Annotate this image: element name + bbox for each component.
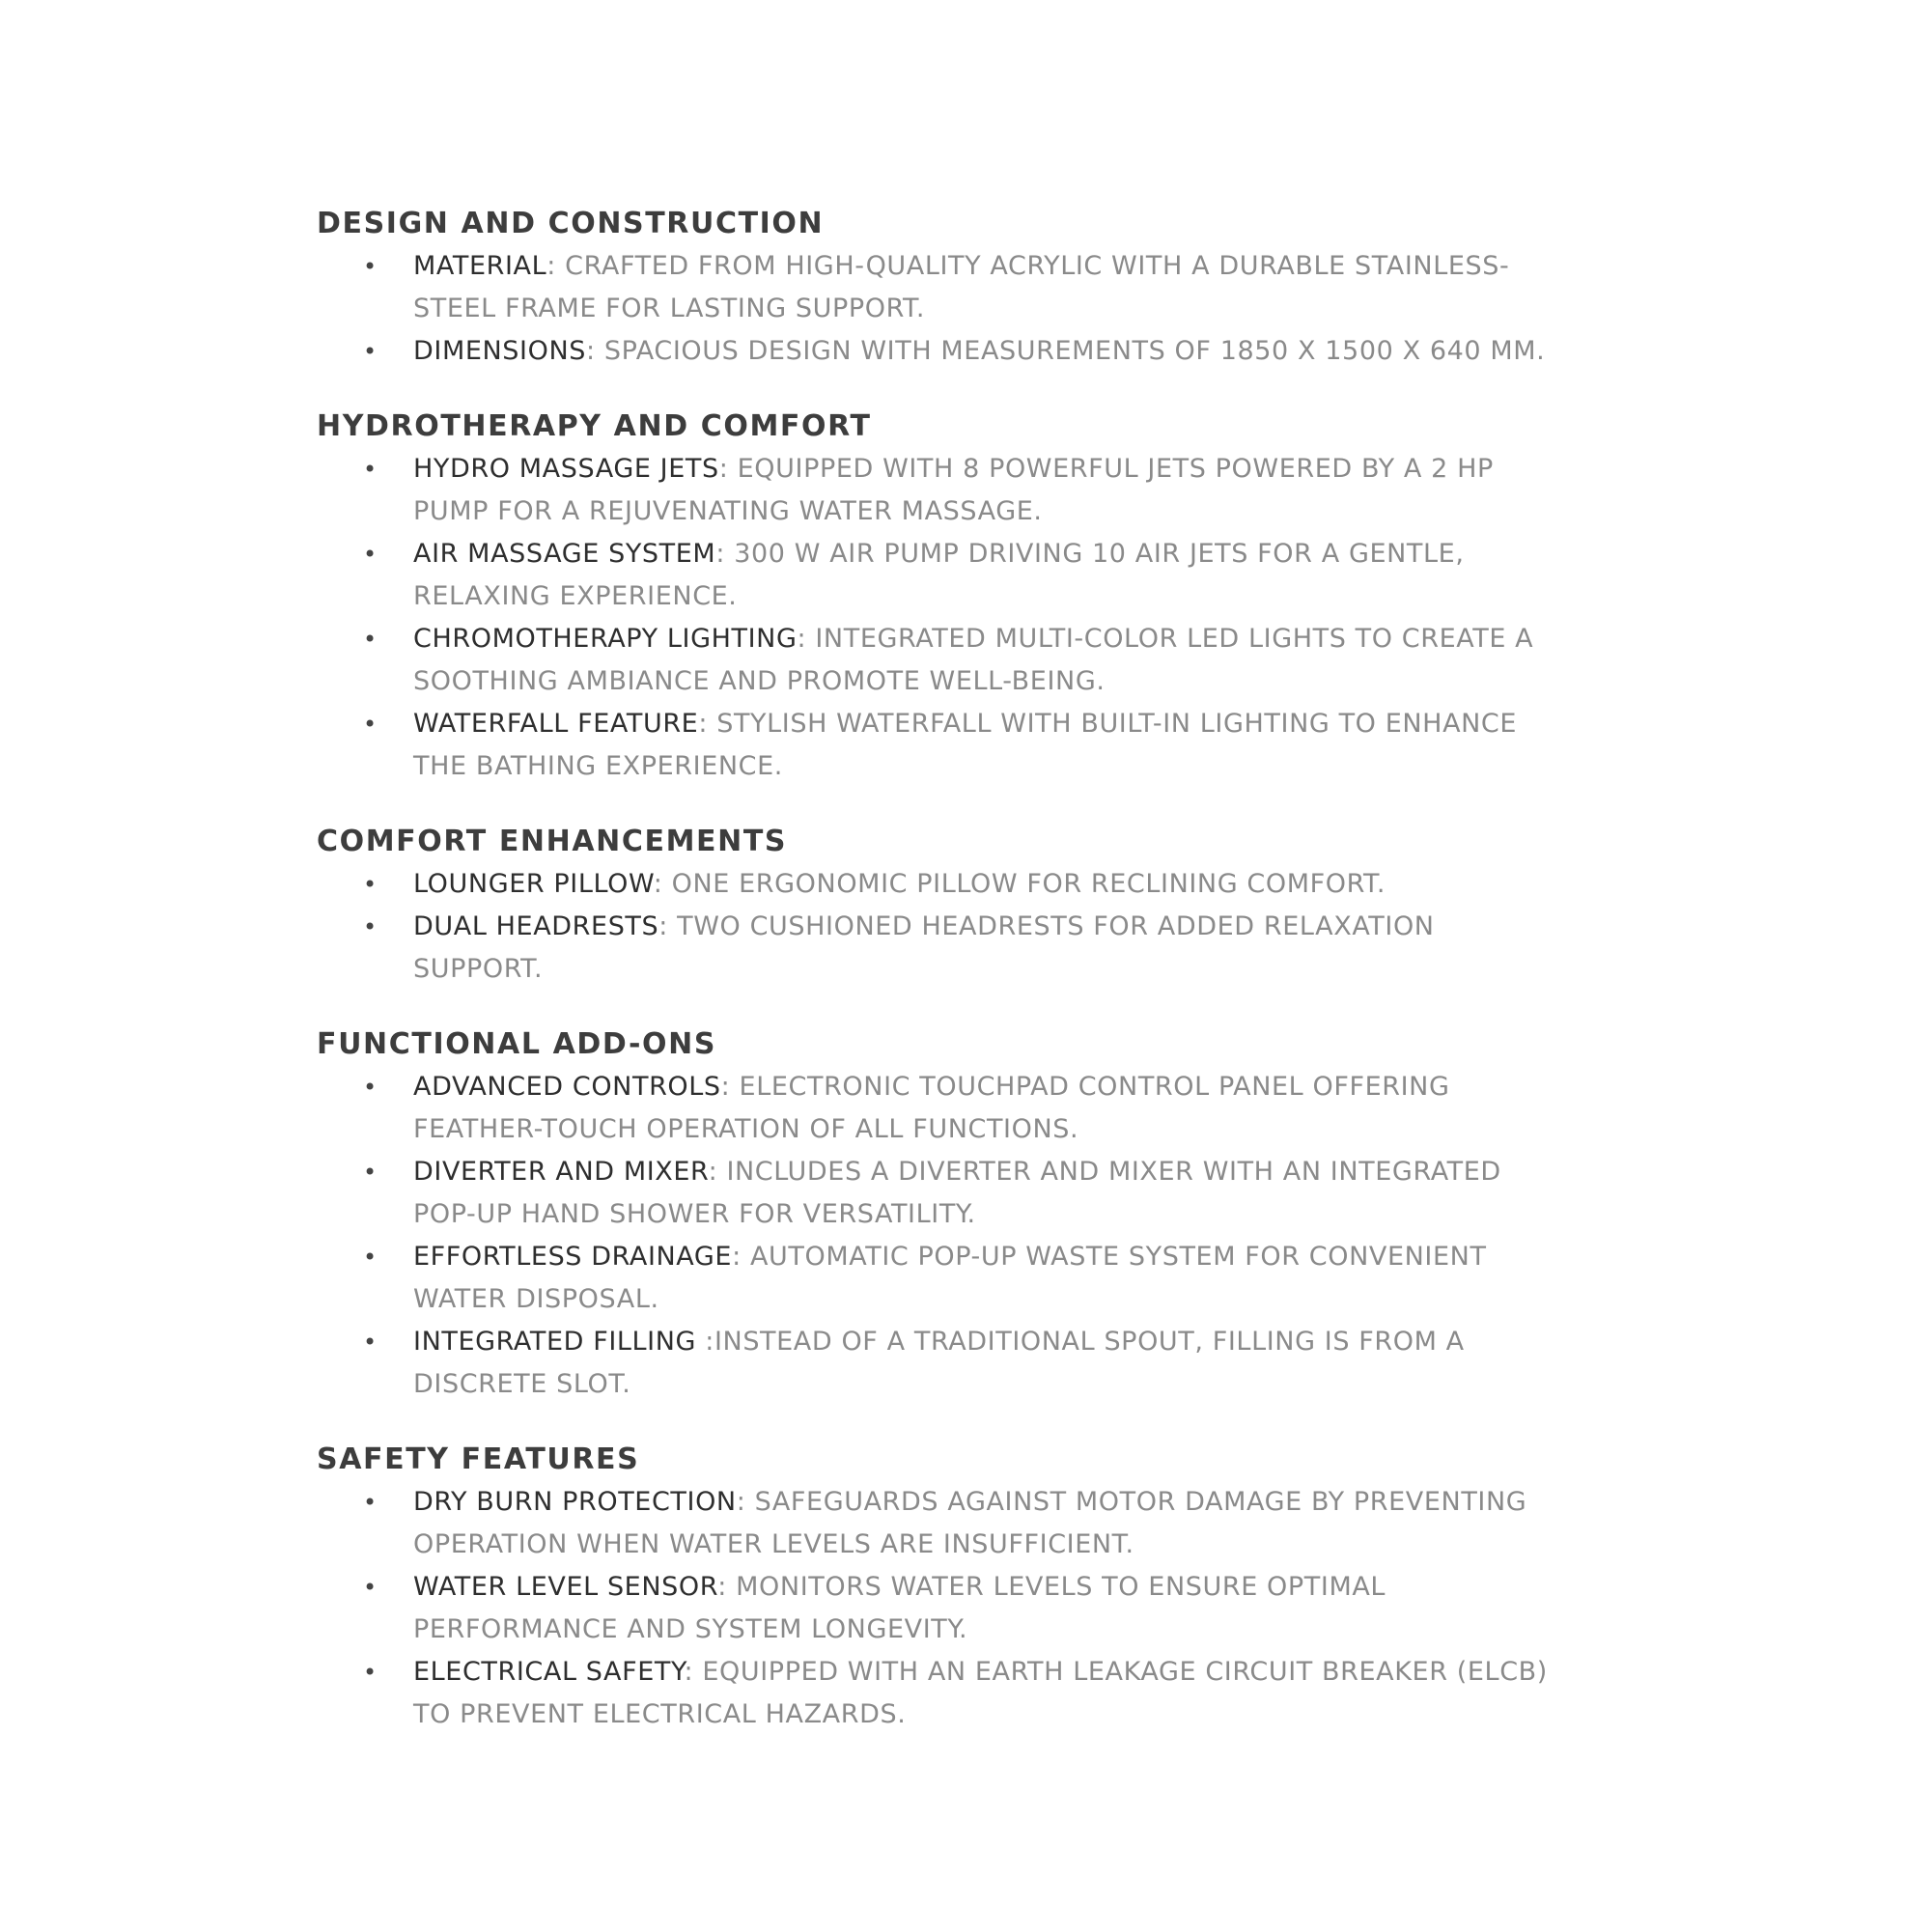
item-term: DRY BURN PROTECTION	[413, 1487, 737, 1517]
bullet-dot-icon: •	[363, 253, 378, 280]
section-comfort-enhancements	[317, 823, 1630, 991]
bullet-dot-icon: •	[363, 338, 378, 365]
bullet-dot-icon: •	[363, 1329, 378, 1356]
list-item	[317, 1066, 1572, 1151]
item-term: HYDRO MASSAGE JETS	[413, 454, 719, 484]
list-item	[317, 863, 1572, 906]
item-description: SAFEGUARDS AGAINST MOTOR DAMAGE BY PREVENTING OPERATION WHEN WATER LEVELS ARE INSUFFICIENT.	[413, 1487, 1527, 1559]
section-safety-features	[317, 1441, 1630, 1736]
item-separator: :	[684, 1657, 694, 1687]
item-description: AUTOMATIC POP-UP WASTE SYSTEM FOR CONVENIENT WATER DISPOSAL.	[413, 1242, 1487, 1314]
list-item	[317, 1481, 1572, 1566]
section-heading: COMFORT ENHANCEMENTS	[317, 825, 788, 858]
spec-document	[317, 205, 1630, 1771]
item-term: MATERIAL	[413, 251, 547, 281]
list-item	[317, 448, 1572, 533]
list-item	[317, 533, 1572, 618]
item-separator: :	[546, 251, 556, 281]
item-term: LOUNGER PILLOW	[413, 869, 654, 899]
bullet-dot-icon: •	[363, 1159, 378, 1186]
bullet-dot-icon: •	[363, 1244, 378, 1271]
item-separator: :	[715, 539, 726, 569]
section-heading: FUNCTIONAL ADD-ONS	[317, 1027, 717, 1061]
bullet-dot-icon: •	[363, 626, 378, 653]
item-separator: :	[658, 911, 668, 941]
item-term: WATERFALL FEATURE	[413, 709, 699, 739]
list-item	[317, 703, 1572, 788]
item-description: STYLISH WATERFALL WITH BUILT-IN LIGHTING TO ENHANCE THE BATHING EXPERIENCE.	[413, 709, 1518, 781]
item-term: DIMENSIONS	[413, 336, 586, 366]
item-description: ONE ERGONOMIC PILLOW FOR RECLINING COMFORT.	[662, 869, 1386, 899]
bullet-dot-icon: •	[363, 711, 378, 738]
list-item	[317, 245, 1572, 330]
item-separator: :	[717, 1572, 727, 1602]
bullet-list	[317, 863, 1630, 991]
item-term: DUAL HEADRESTS	[413, 911, 659, 941]
item-term: EFFORTLESS DRAINAGE	[413, 1242, 733, 1272]
item-separator: :	[696, 1327, 714, 1357]
section-heading: HYDROTHERAPY AND COMFORT	[317, 409, 872, 443]
bullet-dot-icon: •	[363, 913, 378, 940]
item-description: INSTEAD OF A TRADITIONAL SPOUT, FILLING IS FROM A DISCRETE SLOT.	[413, 1327, 1465, 1399]
item-description: CRAFTED FROM HIGH-QUALITY ACRYLIC WITH A DURABLE STAINLESS-STEEL FRAME FOR LASTING SUPPORT.	[413, 251, 1510, 323]
item-description: INTEGRATED MULTI-COLOR LED LIGHTS TO CREATE A SOOTHING AMBIANCE AND PROMOTE WELL-BEING.	[413, 624, 1534, 696]
item-description: MONITORS WATER LEVELS TO ENSURE OPTIMAL PERFORMANCE AND SYSTEM LONGEVITY.	[413, 1572, 1386, 1644]
bullet-dot-icon: •	[363, 1074, 378, 1101]
section-functional-add-ons	[317, 1025, 1630, 1406]
item-description: EQUIPPED WITH 8 POWERFUL JETS POWERED BY A 2 HP PUMP FOR A REJUVENATING WATER MASSAGE.	[413, 454, 1494, 526]
item-description: TWO CUSHIONED HEADRESTS FOR ADDED RELAXATION SUPPORT.	[413, 911, 1435, 984]
item-term: AIR MASSAGE SYSTEM	[413, 539, 716, 569]
item-separator: :	[586, 336, 596, 366]
section-heading: SAFETY FEATURES	[317, 1442, 640, 1476]
item-separator: :	[720, 1072, 731, 1102]
item-separator: :	[736, 1487, 746, 1517]
section-design-and-construction	[317, 205, 1630, 373]
item-description: INCLUDES A DIVERTER AND MIXER WITH AN INTEGRATED POP-UP HAND SHOWER FOR VERSATILITY.	[413, 1157, 1501, 1229]
item-term: INTEGRATED FILLING	[413, 1327, 697, 1357]
item-term: CHROMOTHERAPY LIGHTING	[413, 624, 798, 654]
item-separator: :	[708, 1157, 718, 1187]
section-hydrotherapy-and-comfort	[317, 407, 1630, 788]
item-separator: :	[653, 869, 663, 899]
list-item	[317, 1651, 1572, 1736]
bullet-dot-icon: •	[363, 1489, 378, 1516]
bullet-list	[317, 1481, 1630, 1736]
item-term: WATER LEVEL SENSOR	[413, 1572, 718, 1602]
bullet-dot-icon: •	[363, 456, 378, 483]
list-item	[317, 1151, 1572, 1236]
item-separator: :	[718, 454, 729, 484]
bullet-list	[317, 1066, 1630, 1406]
item-separator: :	[732, 1242, 742, 1272]
item-description: SPACIOUS DESIGN WITH MEASUREMENTS OF 1850 X 1500 X 640 MM.	[595, 336, 1546, 366]
bullet-dot-icon: •	[363, 1659, 378, 1686]
item-term: DIVERTER AND MIXER	[413, 1157, 709, 1187]
list-item	[317, 1566, 1572, 1651]
list-item	[317, 1321, 1572, 1406]
bullet-dot-icon: •	[363, 871, 378, 898]
section-heading: DESIGN AND CONSTRUCTION	[317, 207, 825, 240]
list-item	[317, 618, 1572, 703]
item-description: 300 W AIR PUMP DRIVING 10 AIR JETS FOR A GENTLE, RELAXING EXPERIENCE.	[413, 539, 1465, 611]
bullet-dot-icon: •	[363, 1574, 378, 1601]
bullet-list	[317, 448, 1630, 788]
item-term: ELECTRICAL SAFETY	[413, 1657, 685, 1687]
list-item	[317, 330, 1572, 373]
item-description: EQUIPPED WITH AN EARTH LEAKAGE CIRCUIT BREAKER (ELCB) TO PREVENT ELECTRICAL HAZARDS.	[413, 1657, 1548, 1729]
list-item	[317, 906, 1572, 991]
item-separator: :	[698, 709, 709, 739]
bullet-list	[317, 245, 1630, 373]
item-separator: :	[797, 624, 807, 654]
list-item	[317, 1236, 1572, 1321]
bullet-dot-icon: •	[363, 541, 378, 568]
item-term: ADVANCED CONTROLS	[413, 1072, 721, 1102]
item-description: ELECTRONIC TOUCHPAD CONTROL PANEL OFFERING FEATHER-TOUCH OPERATION OF ALL FUNCTIONS.	[413, 1072, 1450, 1144]
